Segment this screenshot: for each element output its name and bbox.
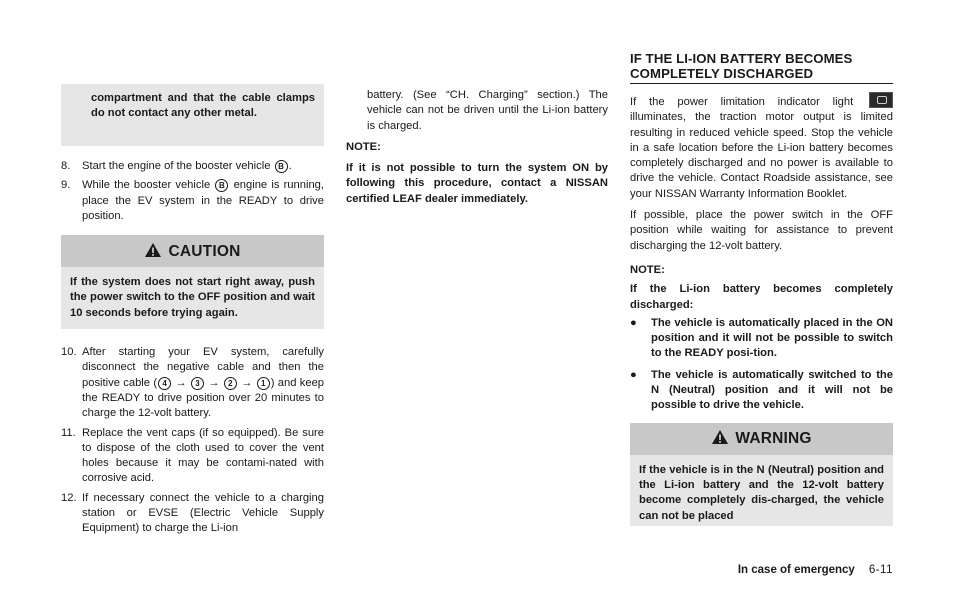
note-label: NOTE: — [630, 263, 665, 276]
step-8: 8. Start the engine of the booster vehicle B . — [61, 160, 292, 172]
step-11: 11. Replace the vent caps (if so equipped). Be sure to dispose of the cloth used to cover the vent holes because it may be contami-nated with corrosive acid. — [61, 426, 324, 485]
note-text: If it is not possible to turn the system ON by following this procedure, contact a NISSAN certified LEAF dealer immediately. — [346, 162, 608, 205]
marker-2-icon: 2 — [224, 377, 237, 390]
warning-triangle-icon — [711, 429, 729, 448]
marker-b-icon: B — [215, 179, 228, 192]
warning-triangle-icon — [144, 242, 162, 261]
marker-b-icon: B — [275, 160, 288, 173]
paragraph-power-limitation: If the power limitation indicator light illuminates, the traction motor output is limited resulting in reduced vehicle speed. Stop the vehicle in a safe location before the Li-ion battery becomes completely discharged and no power is available to drive the vehicle. Contact Roadside assistance, see your NISSAN Warranty Information Booklet. — [630, 92, 893, 202]
paragraph-power-switch: If possible, place the power switch in the OFF position while waiting for assistance to prevent discharging the 12-volt battery. — [630, 209, 893, 252]
page-number: 6-11 — [868, 564, 893, 576]
caution-header — [61, 235, 324, 267]
caution-box — [61, 235, 324, 329]
warning-header — [630, 423, 893, 455]
marker-1-icon: 1 — [257, 377, 270, 390]
step-10: 10. After starting your EV system, carefully disconnect the negative cable and then the positive cable ( 4 → 3 → 2 → 1 ) and keep the READY to drive position over 20 minutes to charge the 12-volt battery. — [61, 346, 325, 420]
column-middle — [346, 0, 608, 207]
note-intro: If the Li-ion battery becomes completely discharged: — [630, 283, 893, 311]
bullet-icon: ● — [630, 368, 637, 381]
continued-caution-text: compartment and that the cable clamps do not contact any other metal. — [91, 92, 315, 120]
continued-step-text: battery. (See “CH. Charging” section.) The vehicle can not be driven until the Li-ion battery is charged. — [367, 89, 608, 132]
bullet-icon: ● — [630, 316, 637, 329]
marker-4-icon: 4 — [158, 377, 171, 390]
list-item: ● The vehicle is automatically placed in the ON position and it will not be possible to switch to the READY posi-tion. — [630, 316, 893, 362]
column-right — [630, 0, 893, 526]
warning-text: If the vehicle is in the N (Neutral) position and the Li-ion battery and the 12-volt battery become completely dis-charged, the vehicle can not be placed — [630, 455, 893, 526]
list-item: ● The vehicle is automatically switched to the N (Neutral) position and it will not be possible to drive the vehicle. — [630, 368, 893, 414]
step-9: 9. While the booster vehicle B engine is running, place the EV system in the READY to drive position. — [61, 179, 325, 222]
warning-box — [630, 423, 893, 526]
note-label: NOTE: — [346, 140, 381, 153]
page-footer — [630, 563, 893, 578]
section-heading: IF THE LI-ION BATTERY BECOMES COMPLETELY DISCHARGED — [630, 51, 893, 84]
column-left — [61, 0, 324, 541]
continued-caution-box — [61, 84, 324, 146]
footer-section-title: In case of emergency — [737, 564, 855, 576]
caution-title: CAUTION — [168, 242, 241, 260]
step-12: 12. If necessary connect the vehicle to a charging station or EVSE (Electric Vehicle Supply Equipment) to charge the Li-ion — [61, 491, 324, 535]
power-limitation-indicator-icon — [869, 92, 893, 108]
warning-title: WARNING — [735, 429, 812, 447]
caution-text: If the system does not start right away, push the power switch to the OFF position and wait 10 seconds before trying again. — [61, 267, 324, 329]
marker-3-icon: 3 — [191, 377, 204, 390]
